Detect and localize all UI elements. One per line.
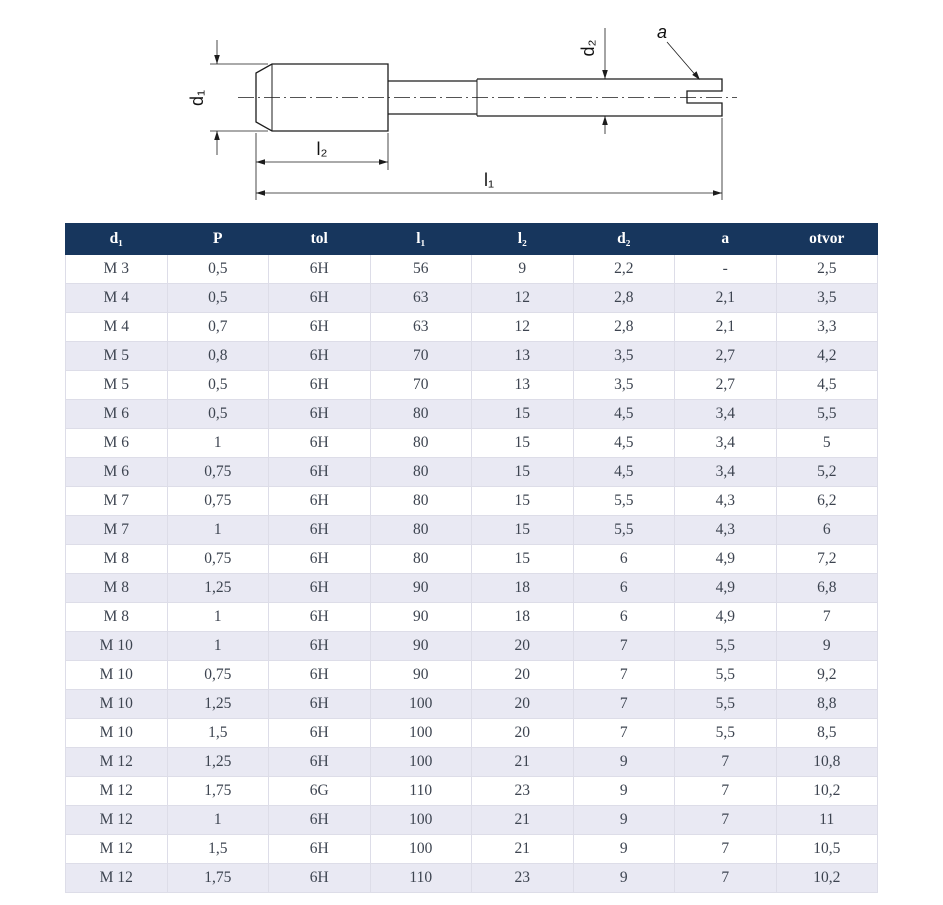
table-cell: 8,8 <box>776 690 878 719</box>
table-cell: 5,5 <box>675 632 777 661</box>
table-cell: 0,5 <box>167 284 269 313</box>
table-cell: 10,8 <box>776 748 878 777</box>
table-cell: 5,5 <box>675 661 777 690</box>
table-cell: 15 <box>472 429 574 458</box>
column-header: d₂ <box>573 224 675 255</box>
table-cell: 70 <box>370 342 472 371</box>
table-cell: 3,3 <box>776 313 878 342</box>
table-cell: 0,7 <box>167 313 269 342</box>
table-cell: 100 <box>370 719 472 748</box>
table-cell: 4,5 <box>573 400 675 429</box>
table-cell: M 6 <box>66 458 168 487</box>
column-header: d₁ <box>66 224 168 255</box>
table-cell: M 10 <box>66 661 168 690</box>
table-cell: 6H <box>269 255 371 284</box>
table-cell: 80 <box>370 487 472 516</box>
table-head <box>66 224 878 255</box>
table-cell: 56 <box>370 255 472 284</box>
table-cell: 20 <box>472 690 574 719</box>
table-cell: 4,3 <box>675 516 777 545</box>
table-cell: 2,7 <box>675 371 777 400</box>
table-row <box>66 255 878 284</box>
table-cell: 90 <box>370 603 472 632</box>
table-cell: 9 <box>573 777 675 806</box>
table-cell: M 3 <box>66 255 168 284</box>
table-row <box>66 371 878 400</box>
table-cell: 1 <box>167 603 269 632</box>
table-cell: 21 <box>472 835 574 864</box>
table-row <box>66 342 878 371</box>
table-cell: 0,75 <box>167 487 269 516</box>
table-row <box>66 661 878 690</box>
table-cell: 9,2 <box>776 661 878 690</box>
technical-drawing <box>0 0 943 215</box>
table-cell: 23 <box>472 864 574 893</box>
table-cell: 7 <box>675 748 777 777</box>
table-cell: 4,9 <box>675 545 777 574</box>
table-row <box>66 400 878 429</box>
table-cell: 2,2 <box>573 255 675 284</box>
table-cell: 7 <box>573 661 675 690</box>
table-cell: M 10 <box>66 632 168 661</box>
table-cell: 5 <box>776 429 878 458</box>
table-cell: 6H <box>269 806 371 835</box>
table-cell: 70 <box>370 371 472 400</box>
table-cell: 4,5 <box>573 429 675 458</box>
table-cell: M 8 <box>66 574 168 603</box>
spec-table-container <box>65 223 878 893</box>
table-cell: 0,75 <box>167 661 269 690</box>
table-cell: 1,25 <box>167 574 269 603</box>
table-cell: M 5 <box>66 371 168 400</box>
table-cell: 6H <box>269 661 371 690</box>
table-cell: 20 <box>472 719 574 748</box>
table-cell: 2,8 <box>573 284 675 313</box>
table-cell: 5,5 <box>675 719 777 748</box>
table-cell: 9 <box>573 748 675 777</box>
table-cell: 4,5 <box>573 458 675 487</box>
table-cell: 21 <box>472 748 574 777</box>
l2-label: l₂ <box>316 139 328 159</box>
table-cell: 6G <box>269 777 371 806</box>
table-row <box>66 516 878 545</box>
table-cell: 7 <box>573 632 675 661</box>
table-cell: 6 <box>573 545 675 574</box>
column-header: tol <box>269 224 371 255</box>
table-cell: 4,2 <box>776 342 878 371</box>
table-row <box>66 777 878 806</box>
table-cell: 6H <box>269 284 371 313</box>
table-cell: 12 <box>472 313 574 342</box>
table-cell: 110 <box>370 864 472 893</box>
table-cell: M 6 <box>66 429 168 458</box>
table-cell: 80 <box>370 545 472 574</box>
table-row <box>66 719 878 748</box>
table-cell: 80 <box>370 516 472 545</box>
table-cell: 7 <box>675 835 777 864</box>
table-cell: 1,75 <box>167 864 269 893</box>
table-cell: 0,5 <box>167 255 269 284</box>
table-cell: 80 <box>370 400 472 429</box>
table-row <box>66 487 878 516</box>
table-row <box>66 748 878 777</box>
table-cell: 0,75 <box>167 545 269 574</box>
table-row <box>66 603 878 632</box>
table-cell: 6H <box>269 748 371 777</box>
l1-label: l₁ <box>483 170 495 190</box>
table-cell: 7 <box>573 719 675 748</box>
table-cell: M 10 <box>66 719 168 748</box>
column-header: a <box>675 224 777 255</box>
table-cell: 7 <box>675 864 777 893</box>
table-cell: 6H <box>269 458 371 487</box>
table-cell: 7 <box>675 777 777 806</box>
table-cell: 2,1 <box>675 284 777 313</box>
table-cell: 7 <box>776 603 878 632</box>
table-cell: 2,5 <box>776 255 878 284</box>
table-cell: 3,5 <box>573 342 675 371</box>
table-cell: 1,25 <box>167 748 269 777</box>
table-cell: M 12 <box>66 748 168 777</box>
l2-arrow-right <box>379 159 388 165</box>
table-cell: M 12 <box>66 835 168 864</box>
table-cell: 15 <box>472 458 574 487</box>
table-row <box>66 632 878 661</box>
column-header: P <box>167 224 269 255</box>
table-cell: M 12 <box>66 864 168 893</box>
table-cell: 3,5 <box>776 284 878 313</box>
a-leader-line <box>667 42 698 78</box>
table-cell: M 8 <box>66 545 168 574</box>
d1-label: d₁ <box>187 89 207 107</box>
table-row <box>66 429 878 458</box>
table-cell: 100 <box>370 835 472 864</box>
table-cell: 6 <box>573 603 675 632</box>
column-header: otvor <box>776 224 878 255</box>
table-cell: 2,7 <box>675 342 777 371</box>
table-cell: 3,5 <box>573 371 675 400</box>
table-cell: 7 <box>675 806 777 835</box>
table-cell: 7 <box>573 690 675 719</box>
table-cell: 1,5 <box>167 719 269 748</box>
table-cell: 4,9 <box>675 574 777 603</box>
table-cell: 2,8 <box>573 313 675 342</box>
table-cell: 6,8 <box>776 574 878 603</box>
table-cell: 6H <box>269 719 371 748</box>
table-cell: 6H <box>269 516 371 545</box>
table-cell: 11 <box>776 806 878 835</box>
table-row <box>66 313 878 342</box>
table-cell: 4,3 <box>675 487 777 516</box>
table-row <box>66 835 878 864</box>
spec-table <box>65 223 878 893</box>
l2-arrow-left <box>256 159 265 165</box>
table-cell: 110 <box>370 777 472 806</box>
table-cell: 1 <box>167 516 269 545</box>
table-cell: M 10 <box>66 690 168 719</box>
table-cell: 4,5 <box>776 371 878 400</box>
table-cell: 80 <box>370 458 472 487</box>
table-cell: 6H <box>269 864 371 893</box>
table-cell: 6H <box>269 690 371 719</box>
table-cell: 6H <box>269 342 371 371</box>
table-cell: 3,4 <box>675 429 777 458</box>
table-cell: 1 <box>167 806 269 835</box>
table-row <box>66 458 878 487</box>
table-row <box>66 284 878 313</box>
table-cell: 9 <box>573 806 675 835</box>
table-cell: 0,8 <box>167 342 269 371</box>
table-cell: 80 <box>370 429 472 458</box>
table-cell: 4,9 <box>675 603 777 632</box>
table-cell: 6,2 <box>776 487 878 516</box>
table-cell: 20 <box>472 661 574 690</box>
table-cell: 6H <box>269 487 371 516</box>
l1-arrow-right <box>713 190 722 196</box>
table-cell: 100 <box>370 690 472 719</box>
table-cell: 63 <box>370 284 472 313</box>
table-cell: 23 <box>472 777 574 806</box>
d1-arrow-bottom <box>214 131 220 140</box>
table-cell: 10,2 <box>776 864 878 893</box>
d2-label: d₂ <box>578 39 598 57</box>
table-cell: 6 <box>573 574 675 603</box>
table-cell: 1 <box>167 429 269 458</box>
table-cell: M 7 <box>66 516 168 545</box>
table-cell: M 7 <box>66 487 168 516</box>
table-cell: 8,5 <box>776 719 878 748</box>
table-cell: 5,5 <box>573 487 675 516</box>
table-cell: 12 <box>472 284 574 313</box>
table-cell: 0,75 <box>167 458 269 487</box>
table-cell: 9 <box>776 632 878 661</box>
table-cell: 6H <box>269 371 371 400</box>
l1-arrow-left <box>256 190 265 196</box>
table-cell: 10,5 <box>776 835 878 864</box>
table-cell: 2,1 <box>675 313 777 342</box>
table-cell: 6H <box>269 545 371 574</box>
d2-arrow-top <box>602 70 608 79</box>
table-cell: 10,2 <box>776 777 878 806</box>
table-cell: 90 <box>370 661 472 690</box>
table-cell: 9 <box>472 255 574 284</box>
table-cell: 0,5 <box>167 371 269 400</box>
table-cell: 90 <box>370 632 472 661</box>
table-cell: 15 <box>472 516 574 545</box>
column-header: l₁ <box>370 224 472 255</box>
table-cell: 5,5 <box>573 516 675 545</box>
table-cell: 1,75 <box>167 777 269 806</box>
table-cell: - <box>675 255 777 284</box>
table-cell: 100 <box>370 748 472 777</box>
table-row <box>66 864 878 893</box>
table-cell: 15 <box>472 400 574 429</box>
table-cell: 6H <box>269 603 371 632</box>
table-cell: M 12 <box>66 777 168 806</box>
table-cell: 20 <box>472 632 574 661</box>
table-cell: 21 <box>472 806 574 835</box>
table-cell: 1 <box>167 632 269 661</box>
table-cell: 6H <box>269 313 371 342</box>
table-cell: M 4 <box>66 313 168 342</box>
table-cell: 3,4 <box>675 400 777 429</box>
table-cell: M 4 <box>66 284 168 313</box>
table-cell: 13 <box>472 371 574 400</box>
column-header: l₂ <box>472 224 574 255</box>
table-row <box>66 574 878 603</box>
a-label: a <box>656 22 668 42</box>
table-cell: 6H <box>269 632 371 661</box>
table-cell: 5,5 <box>776 400 878 429</box>
table-cell: 13 <box>472 342 574 371</box>
table-cell: 15 <box>472 487 574 516</box>
d2-arrow-bottom <box>602 116 608 125</box>
table-cell: 6 <box>776 516 878 545</box>
table-cell: 18 <box>472 603 574 632</box>
table-cell: 0,5 <box>167 400 269 429</box>
table-cell: 1,5 <box>167 835 269 864</box>
table-row <box>66 690 878 719</box>
table-cell: 100 <box>370 806 472 835</box>
table-row <box>66 545 878 574</box>
table-cell: M 8 <box>66 603 168 632</box>
table-cell: M 6 <box>66 400 168 429</box>
table-body <box>66 255 878 893</box>
table-cell: 15 <box>472 545 574 574</box>
table-cell: M 5 <box>66 342 168 371</box>
table-cell: 90 <box>370 574 472 603</box>
table-cell: 7,2 <box>776 545 878 574</box>
table-cell: 1,25 <box>167 690 269 719</box>
table-row <box>66 806 878 835</box>
table-cell: 5,5 <box>675 690 777 719</box>
table-cell: 63 <box>370 313 472 342</box>
table-cell: 5,2 <box>776 458 878 487</box>
d1-arrow-top <box>214 55 220 64</box>
tap-drawing-svg <box>0 0 943 215</box>
table-cell: 6H <box>269 574 371 603</box>
table-header-row <box>66 224 878 255</box>
table-cell: 9 <box>573 864 675 893</box>
table-cell: 6H <box>269 835 371 864</box>
table-cell: 9 <box>573 835 675 864</box>
table-cell: 6H <box>269 429 371 458</box>
table-cell: 18 <box>472 574 574 603</box>
table-cell: 3,4 <box>675 458 777 487</box>
table-cell: M 12 <box>66 806 168 835</box>
table-cell: 6H <box>269 400 371 429</box>
